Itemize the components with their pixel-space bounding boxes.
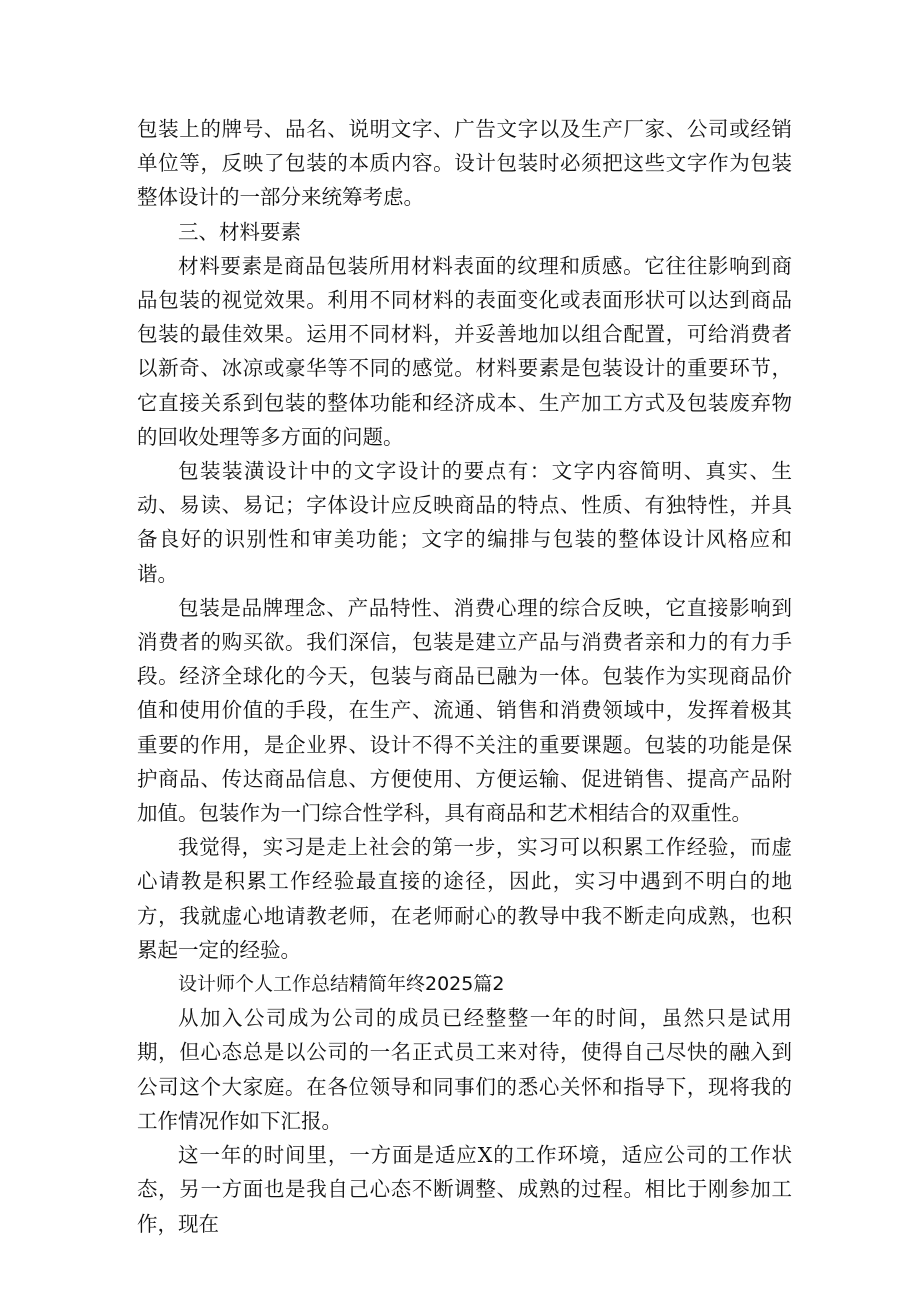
paragraph-year-review: 这一年的时间里，一方面是适应X的工作环境，适应公司的工作状态，另一方面也是我自己心态不断调整、成熟的过程。相比于刚参加工作，现在 xyxy=(137,1143,792,1236)
paragraph-text-design-points: 包装装潢设计中的文字设计的要点有：文字内容简明、真实、生动、易读、易记；字体设计应反映商品的特点、性质、有独特性，并具备良好的识别性和审美功能；文字的编排与包装的整体设计风格应和谐。 xyxy=(137,459,792,586)
paragraph-material-elements: 材料要素是商品包装所用材料表面的纹理和质感。它往往影响到商品包装的视觉效果。利用不同材料的表面变化或表面形状可以达到商品包装的最佳效果。运用不同材料，并妥善地加以组合配置，可给消费者以新奇、冰凉或豪华等不同的感觉。材料要素是包装设计的重要环节，它直接关系到包装的整体功能和经济成本、生产加工方式及包装废弃物的回收处理等多方面的问题。 xyxy=(137,253,792,449)
paragraph-joining-company: 从加入公司成为公司的成员已经整整一年的时间，虽然只是试用期，但心态总是以公司的一名正式员工来对待，使得自己尽快的融入到公司这个大家庭。在各位领导和同事们的悉心关怀和指导下，现将我的工作情况作如下汇报。 xyxy=(137,1006,792,1133)
paragraph-labeling-elements: 包装上的牌号、品名、说明文字、广告文字以及生产厂家、公司或经销单位等，反映了包装的本质内容。设计包装时必须把这些文字作为包装整体设计的一部分来统筹考虑。 xyxy=(137,117,792,210)
section-heading-material-elements: 三、材料要素 xyxy=(178,219,301,244)
article-title-part-2: 设计师个人工作总结精简年终2025篇2 xyxy=(178,973,505,996)
paragraph-internship-reflection: 我觉得，实习是走上社会的第一步，实习可以积累工作经验，而虚心请教是积累工作经验最直接的途径，因此，实习中遇到不明白的地方，我就虚心地请教老师，在老师耐心的教导中我不断走向成熟，也积累起一定的经验。 xyxy=(137,835,792,962)
document-body xyxy=(137,112,792,1241)
paragraph-packaging-role: 包装是品牌理念、产品特性、消费心理的综合反映，它直接影响到消费者的购买欲。我们深信，包装是建立产品与消费者亲和力的有力手段。经济全球化的今天，包装与商品已融为一体。包装作为实现商品价值和使用价值的手段，在生产、流通、销售和消费领域中，发挥着极其重要的作用，是企业界、设计不得不关注的重要课题。包装的功能是保护商品、传达商品信息、方便使用、方便运输、促进销售、提高产品附加值。包装作为一门综合性学科，具有商品和艺术相结合的双重性。 xyxy=(137,595,792,826)
